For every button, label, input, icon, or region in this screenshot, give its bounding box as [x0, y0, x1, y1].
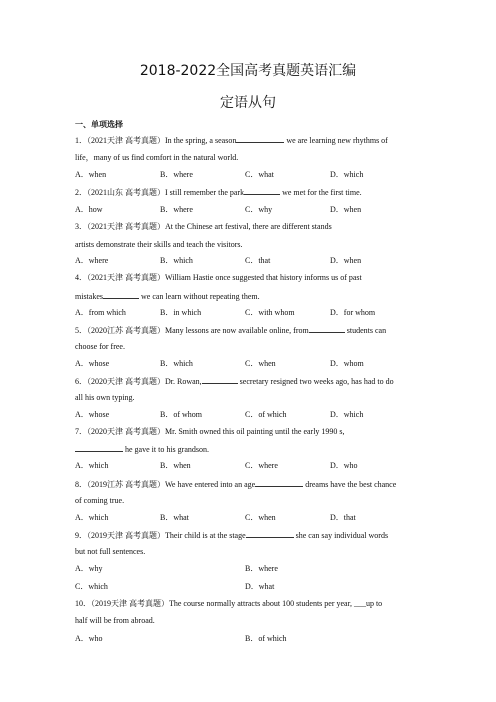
question-10-text-cont: half will be from abroad.: [75, 616, 155, 625]
question-3-option-b[interactable]: B．which: [160, 256, 193, 265]
question-7-option-a[interactable]: A．which: [75, 461, 109, 470]
question-4-text-cont: mistakes we can learn without repeating them.: [75, 292, 260, 301]
answer-blank: [244, 187, 280, 195]
question-1-option-a[interactable]: A．when: [75, 170, 107, 179]
question-9-text-cont: but not full sentences.: [75, 547, 146, 556]
question-4-option-d[interactable]: D．for whom: [330, 308, 376, 317]
question-10-option-b[interactable]: B．of which: [245, 634, 287, 643]
question-6-option-b[interactable]: B．of whom: [160, 410, 202, 419]
answer-blank: [103, 291, 139, 299]
question-3-text: 3．（2021天津 高考真题）At the Chinese art festival, there are different stands: [75, 222, 332, 231]
question-2-text: 2．（2021山东 高考真题）I still remember the park we met for the first time.: [75, 188, 362, 197]
question-9-option-c[interactable]: C．which: [75, 582, 108, 591]
question-6-text-cont: all his own typing.: [75, 393, 135, 402]
question-5-option-d[interactable]: D．whom: [330, 359, 364, 368]
question-7-text: 7．（2020天津 高考真题）Mr. Smith owned this oil painting until the early 1990 s,: [75, 427, 345, 436]
question-3-text-cont: artists demonstrate their skills and teach the visitors.: [75, 240, 243, 249]
question-7-text-cont: he gave it to his grandson.: [75, 444, 209, 455]
document-title: 2018-2022全国高考真题英语汇编: [139, 63, 357, 79]
question-8-text-cont: of coming true.: [75, 496, 125, 505]
answer-blank: [75, 444, 123, 452]
question-9-option-b[interactable]: B．where: [245, 564, 278, 573]
question-3-option-c[interactable]: C．that: [245, 256, 271, 265]
answer-blank: [236, 135, 284, 143]
question-7-option-d[interactable]: D．who: [330, 461, 358, 470]
question-1-option-c[interactable]: C．what: [245, 170, 274, 179]
question-4-option-c[interactable]: C．with whom: [245, 308, 295, 317]
question-2-option-c[interactable]: C．why: [245, 205, 273, 214]
question-2-option-d[interactable]: D．when: [330, 205, 362, 214]
question-6-option-a[interactable]: A．whose: [75, 410, 110, 419]
question-8-option-c[interactable]: C．when: [245, 513, 276, 522]
question-10-text: 10．（2019天津 高考真题）The course normally attracts about 100 students per year, ___up to: [75, 599, 383, 608]
question-1-option-d[interactable]: D．which: [330, 170, 364, 179]
question-9-option-d[interactable]: D．what: [245, 582, 275, 591]
document-subtitle: 定语从句: [220, 95, 276, 111]
question-7-option-b[interactable]: B．when: [160, 461, 191, 470]
question-8-option-a[interactable]: A．which: [75, 513, 109, 522]
question-8-option-b[interactable]: B．what: [160, 513, 189, 522]
question-7-option-c[interactable]: C．where: [245, 461, 278, 470]
question-8-option-d[interactable]: D．that: [330, 513, 356, 522]
question-2-option-b[interactable]: B．where: [160, 205, 193, 214]
question-9-text: 9．（2019天津 高考真题）Their child is at the stage she can say individual words: [75, 531, 389, 540]
section-heading: 一、单项选择: [75, 120, 123, 129]
question-1-option-b[interactable]: B．where: [160, 170, 193, 179]
question-10-option-a[interactable]: A．who: [75, 634, 103, 643]
question-1-text: 1．（2021天津 高考真题）In the spring, a season we are learning new rhythms of: [75, 136, 388, 145]
question-3-option-a[interactable]: A．where: [75, 256, 109, 265]
question-4-option-b[interactable]: B．in which: [160, 308, 202, 317]
question-5-option-c[interactable]: C．when: [245, 359, 276, 368]
question-8-text: 8．（2019江苏 高考真题）We have entered into an age dreams have the best chance: [75, 480, 397, 489]
question-5-text: 5．（2020江苏 高考真题）Many lessons are now available online, from students can: [75, 326, 387, 335]
question-6-option-d[interactable]: D．which: [330, 410, 364, 419]
question-6-option-c[interactable]: C．of which: [245, 410, 287, 419]
question-3-option-d[interactable]: D．when: [330, 256, 362, 265]
question-2-option-a[interactable]: A．how: [75, 205, 103, 214]
question-5-option-b[interactable]: B．which: [160, 359, 193, 368]
question-9-option-a[interactable]: A．why: [75, 564, 103, 573]
answer-blank: [246, 530, 294, 538]
question-5-option-a[interactable]: A．whose: [75, 359, 110, 368]
question-1-text-cont: life，many of us find comfort in the natural world.: [75, 153, 239, 162]
answer-blank: [255, 479, 303, 487]
answer-blank: [309, 325, 345, 333]
question-5-text-cont: choose for free.: [75, 342, 125, 351]
question-4-text: 4．（2021天津 高考真题）William Hastie once suggested that history informs us of past: [75, 273, 362, 282]
answer-blank: [202, 376, 238, 384]
question-4-option-a[interactable]: A．from which: [75, 308, 126, 317]
question-6-text: 6．（2020天津 高考真题）Dr. Rowan, secretary resigned two weeks ago, has had to do: [75, 377, 394, 386]
